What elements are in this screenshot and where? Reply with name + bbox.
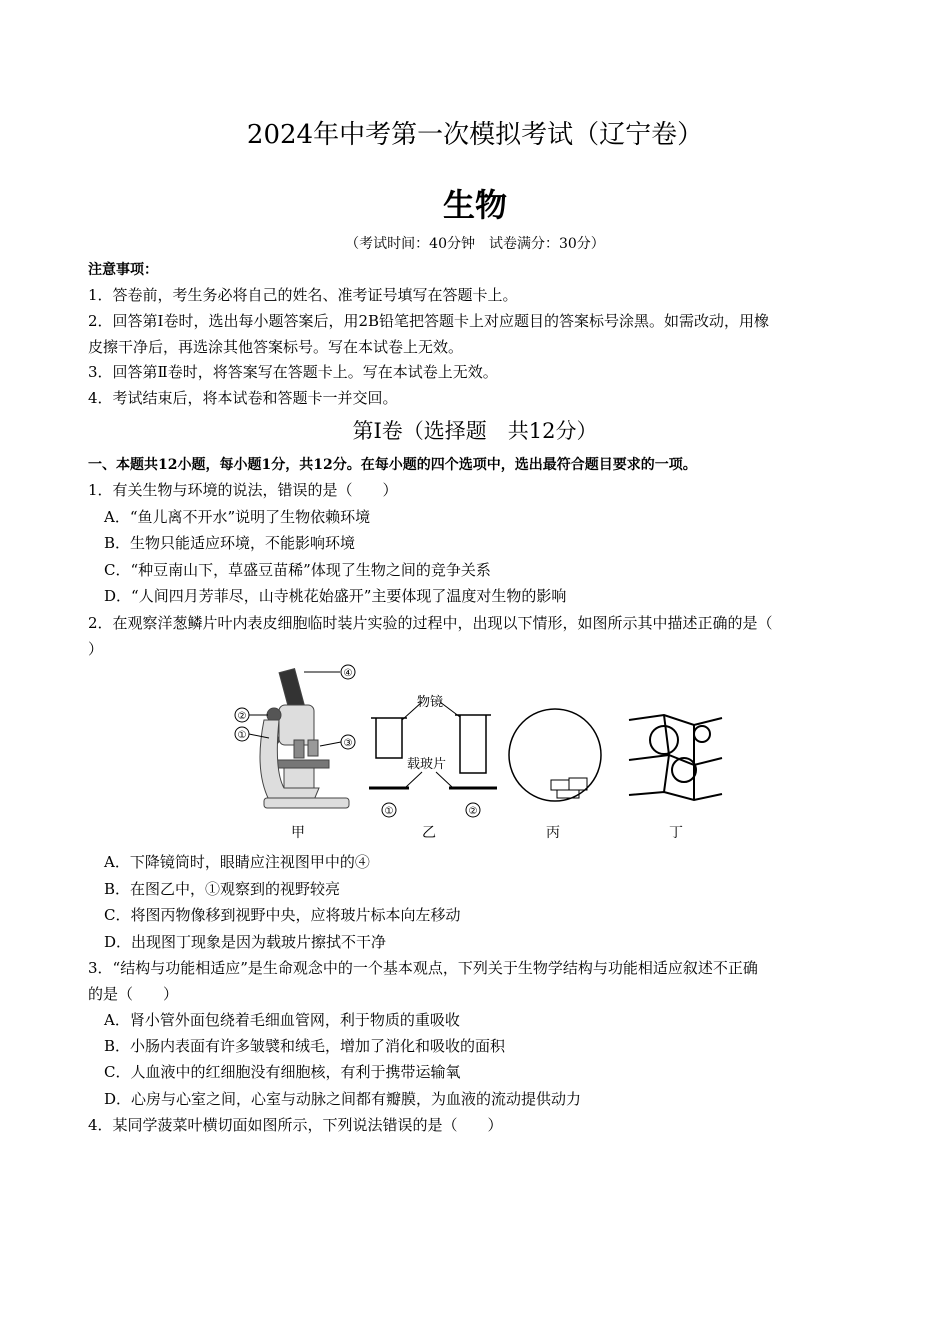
- question-1-option-b: B．生物只能适应环境，不能影响环境: [104, 534, 356, 552]
- section-instruction: 一、本题共12小题，每小题1分，共12分。在每小题的四个选项中，选出最符合题目要求的一项。: [88, 457, 697, 473]
- notice-heading: 注意事项：: [88, 262, 158, 278]
- question-2-option-a: A．下降镜筒时，眼睛应注视图甲中的④: [104, 853, 370, 871]
- notice-item: 4．考试结束后，将本试卷和答题卡一并交回。: [88, 389, 398, 407]
- bubble-cells: [629, 715, 722, 800]
- question-2-option-c: C．将图丙物像移到视野中央，应将玻片标本向左移动: [104, 906, 461, 924]
- question-3-stem: 3．“结构与功能相适应”是生命观念中的一个基本观点，下列关于生物学结构与功能相适应叙述不正确: [88, 959, 758, 977]
- question-3-option-a: A．肾小管外面包绕着毛细血管网，利于物质的重吸收: [104, 1011, 460, 1029]
- yi-label-2: ②: [468, 806, 478, 817]
- figure-label-yi: 乙: [422, 825, 436, 841]
- question-4-stem: 4．某同学菠菜叶横切面如图所示，下列说法错误的是（ ）: [88, 1116, 503, 1134]
- objective-diagram: [369, 702, 497, 788]
- microscope-figure: [224, 660, 734, 845]
- notice-item: 皮擦干净后，再选涂其他答案标号。写在本试卷上无效。: [88, 338, 464, 356]
- section-title: 第Ⅰ卷（选择题 共12分）: [352, 419, 598, 443]
- notice-item: 2．回答第Ⅰ卷时，选出每小题答案后，用2B铅笔把答题卡上对应题目的答案标号涂黑。如需改动，用橡: [88, 312, 770, 330]
- question-2-option-d: D．出现图丁现象是因为载玻片擦拭不干净: [104, 933, 387, 951]
- question-3-option-b: B．小肠内表面有许多皱襞和绒毛，增加了消化和吸收的面积: [104, 1037, 506, 1055]
- question-3-stem-cont: 的是（ ）: [88, 985, 179, 1003]
- objective-label: 物镜: [417, 695, 444, 710]
- notice-item: 3．回答第Ⅱ卷时，将答案写在答题卡上。写在本试卷上无效。: [88, 363, 498, 381]
- label-4: ④: [343, 668, 353, 679]
- question-2-stem: 2．在观察洋葱鳞片叶内表皮细胞临时装片实验的过程中，出现以下情形，如图所示其中描述正确的是（: [88, 614, 773, 632]
- question-1-option-d: D．“人间四月芳菲尽，山寺桃花始盛开”主要体现了温度对生物的影响: [104, 587, 567, 605]
- cells-in-view: [551, 778, 587, 798]
- notice-item: 1．答卷前，考生务必将自己的姓名、准考证号填写在答题卡上。: [88, 286, 518, 304]
- yi-label-1: ①: [384, 806, 394, 817]
- question-2-figure: [224, 660, 734, 845]
- exam-info: （考试时间：40分钟 试卷满分：30分）: [345, 236, 605, 252]
- question-1-option-c: C．“种豆南山下，草盛豆苗稀”体现了生物之间的竞争关系: [104, 561, 491, 579]
- slide-label: 载玻片: [407, 757, 447, 772]
- question-3-option-d: D．心房与心室之间，心室与动脉之间都有瓣膜，为血液的流动提供动力: [104, 1090, 582, 1108]
- label-2: ②: [237, 711, 247, 722]
- question-2-stem-cont: ）: [88, 640, 104, 658]
- figure-label-jia: 甲: [291, 825, 305, 841]
- question-2-option-b: B．在图乙中，①观察到的视野较亮: [104, 880, 341, 898]
- figure-label-bing: 丙: [546, 825, 560, 841]
- microscope-drawing: [260, 669, 349, 808]
- question-1-option-a: A．“鱼儿离不开水”说明了生物依赖环境: [104, 508, 371, 526]
- subject-title: 生物: [442, 186, 507, 224]
- exam-title: 2024年中考第一次模拟考试（辽宁卷）: [246, 120, 704, 150]
- figure-label-ding: 丁: [669, 825, 683, 841]
- label-1: ①: [237, 730, 247, 741]
- question-1-stem: 1．有关生物与环境的说法，错误的是（ ）: [88, 481, 398, 499]
- label-3: ③: [343, 738, 353, 749]
- question-3-option-c: C．人血液中的红细胞没有细胞核，有利于携带运输氧: [104, 1063, 461, 1081]
